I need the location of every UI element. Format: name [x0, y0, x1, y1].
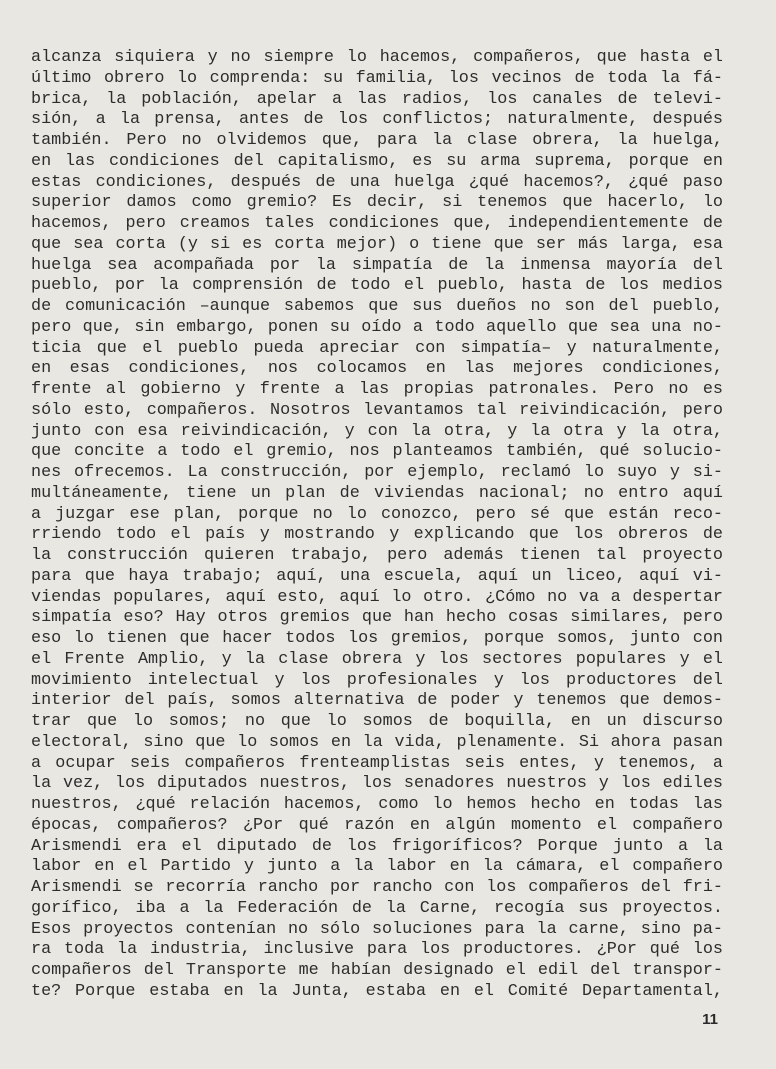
text-line: sólo esto, compañeros. Nosotros levantamos tal reivindicación, pero — [31, 400, 723, 420]
text-line: te? Porque estaba en la Junta, estaba en el Comité Departamental, — [31, 981, 723, 1001]
text-line: épocas, compañeros? ¿Por qué razón en algún momento el compañero — [31, 815, 723, 835]
text-line: simpatía eso? Hay otros gremios que han hecho cosas similares, pero — [31, 608, 723, 628]
text-line: en esas condiciones, nos colocamos en las mejores condiciones, — [31, 359, 723, 379]
text-line: brica, la población, apelar a las radios, los canales de televi- — [31, 89, 723, 109]
text-line: labor en el Partido y junto a la labor en la cámara, el compañero — [31, 857, 723, 877]
text-line: ra toda la industria, inclusive para los productores. ¿Por qué los — [31, 940, 723, 960]
text-line: superior damos como gremio? Es decir, si tenemos que hacerlo, lo — [31, 193, 723, 213]
text-line: nes ofrecemos. La construcción, por ejemplo, reclamó lo suyo y si- — [31, 463, 723, 482]
text-line: último obrero lo comprenda: su familia, los vecinos de toda la fá- — [31, 68, 723, 88]
text-line: en las condiciones del capitalismo, es su arma suprema, porque en — [31, 151, 723, 171]
text-line: viendas populares, aquí esto, aquí lo otro. ¿Cómo no va a despertar — [31, 587, 723, 607]
text-line: junto con esa reivindicación, y con la otra, y la otra y la otra, — [31, 421, 723, 441]
text-line: compañeros del Transporte me habían designado el edil del transpor- — [31, 961, 723, 980]
text-line: rriendo todo el país y mostrando y explicando que los obreros de — [31, 525, 723, 545]
text-line: ticia que el pueblo pueda apreciar con simpatía– y naturalmente, — [31, 338, 723, 358]
text-line: trar que lo somos; no que lo somos de boquilla, en un discurso — [31, 712, 723, 731]
text-line: también. Pero no olvidemos que, para la clase obrera, la huelga, — [31, 131, 723, 150]
text-line: nuestros, ¿qué relación hacemos, como lo hemos hecho en todas las — [31, 795, 723, 814]
text-line: interior del país, somos alternativa de poder y tenemos que demos- — [31, 691, 723, 711]
text-line: Arismendi era el diputado de los frigoríficos? Porque junto a la — [31, 836, 723, 856]
text-line: estas condiciones, después de una huelga ¿qué hacemos?, ¿qué paso — [31, 172, 723, 192]
text-line: a ocupar seis compañeros frenteamplistas seis entes, y tenemos, a — [31, 753, 723, 773]
text-line: huelga sea acompañada por la simpatía de la inmensa mayoría del — [31, 255, 723, 275]
text-line: pero que, sin embargo, ponen su oído a todo aquello que sea una no- — [31, 317, 723, 337]
text-line: el Frente Amplio, y la clase obrera y los sectores populares y el — [31, 649, 723, 669]
text-line: de comunicación –aunque sabemos que sus dueños no son del pueblo, — [31, 297, 723, 316]
text-line: Esos proyectos contenían no sólo soluciones para la carne, sino pa- — [31, 919, 723, 939]
text-line: a juzgar ese plan, porque no lo conozco, pero sé que están reco- — [31, 504, 723, 524]
text-line: eso lo tienen que hacer todos los gremios, porque somos, junto con — [31, 629, 723, 648]
text-line: Arismendi se recorría rancho por rancho con los compañeros del fri- — [31, 878, 723, 897]
text-line: frente al gobierno y frente a las propias patronales. Pero no es — [31, 380, 723, 399]
text-line: gorífico, iba a la Federación de la Carne, recogía sus proyectos. — [31, 898, 723, 918]
text-line: multáneamente, tiene un plan de viviendas nacional; no entro aquí — [31, 483, 723, 503]
text-line: la vez, los diputados nuestros, los senadores nuestros y los ediles — [31, 774, 723, 794]
text-line: alcanza siquiera y no siempre lo hacemos, compañeros, que hasta el — [31, 48, 723, 67]
text-line: movimiento intelectual y los profesionales y los productores del — [31, 670, 723, 690]
text-line: la construcción quieren trabajo, pero además tienen tal proyecto — [31, 546, 723, 565]
text-line: que concite a todo el gremio, nos planteamos también, qué solucio- — [31, 442, 723, 462]
text-line: sión, a la prensa, antes de los conflictos; naturalmente, después — [31, 110, 723, 130]
text-line: que sea corta (y si es corta mejor) o tiene que ser más larga, esa — [31, 234, 723, 254]
text-line: electoral, sino que lo somos en la vida, plenamente. Si ahora pasan — [31, 732, 723, 752]
text-line: para que haya trabajo; aquí, una escuela, aquí un liceo, aquí vi- — [31, 566, 723, 586]
text-line: pueblo, por la comprensión de todo el pueblo, hasta de los medios — [31, 276, 723, 296]
page-number: 11 — [702, 1011, 718, 1028]
text-line: hacemos, pero creamos tales condiciones que, independientemente de — [31, 214, 723, 233]
body-text — [31, 48, 723, 1003]
